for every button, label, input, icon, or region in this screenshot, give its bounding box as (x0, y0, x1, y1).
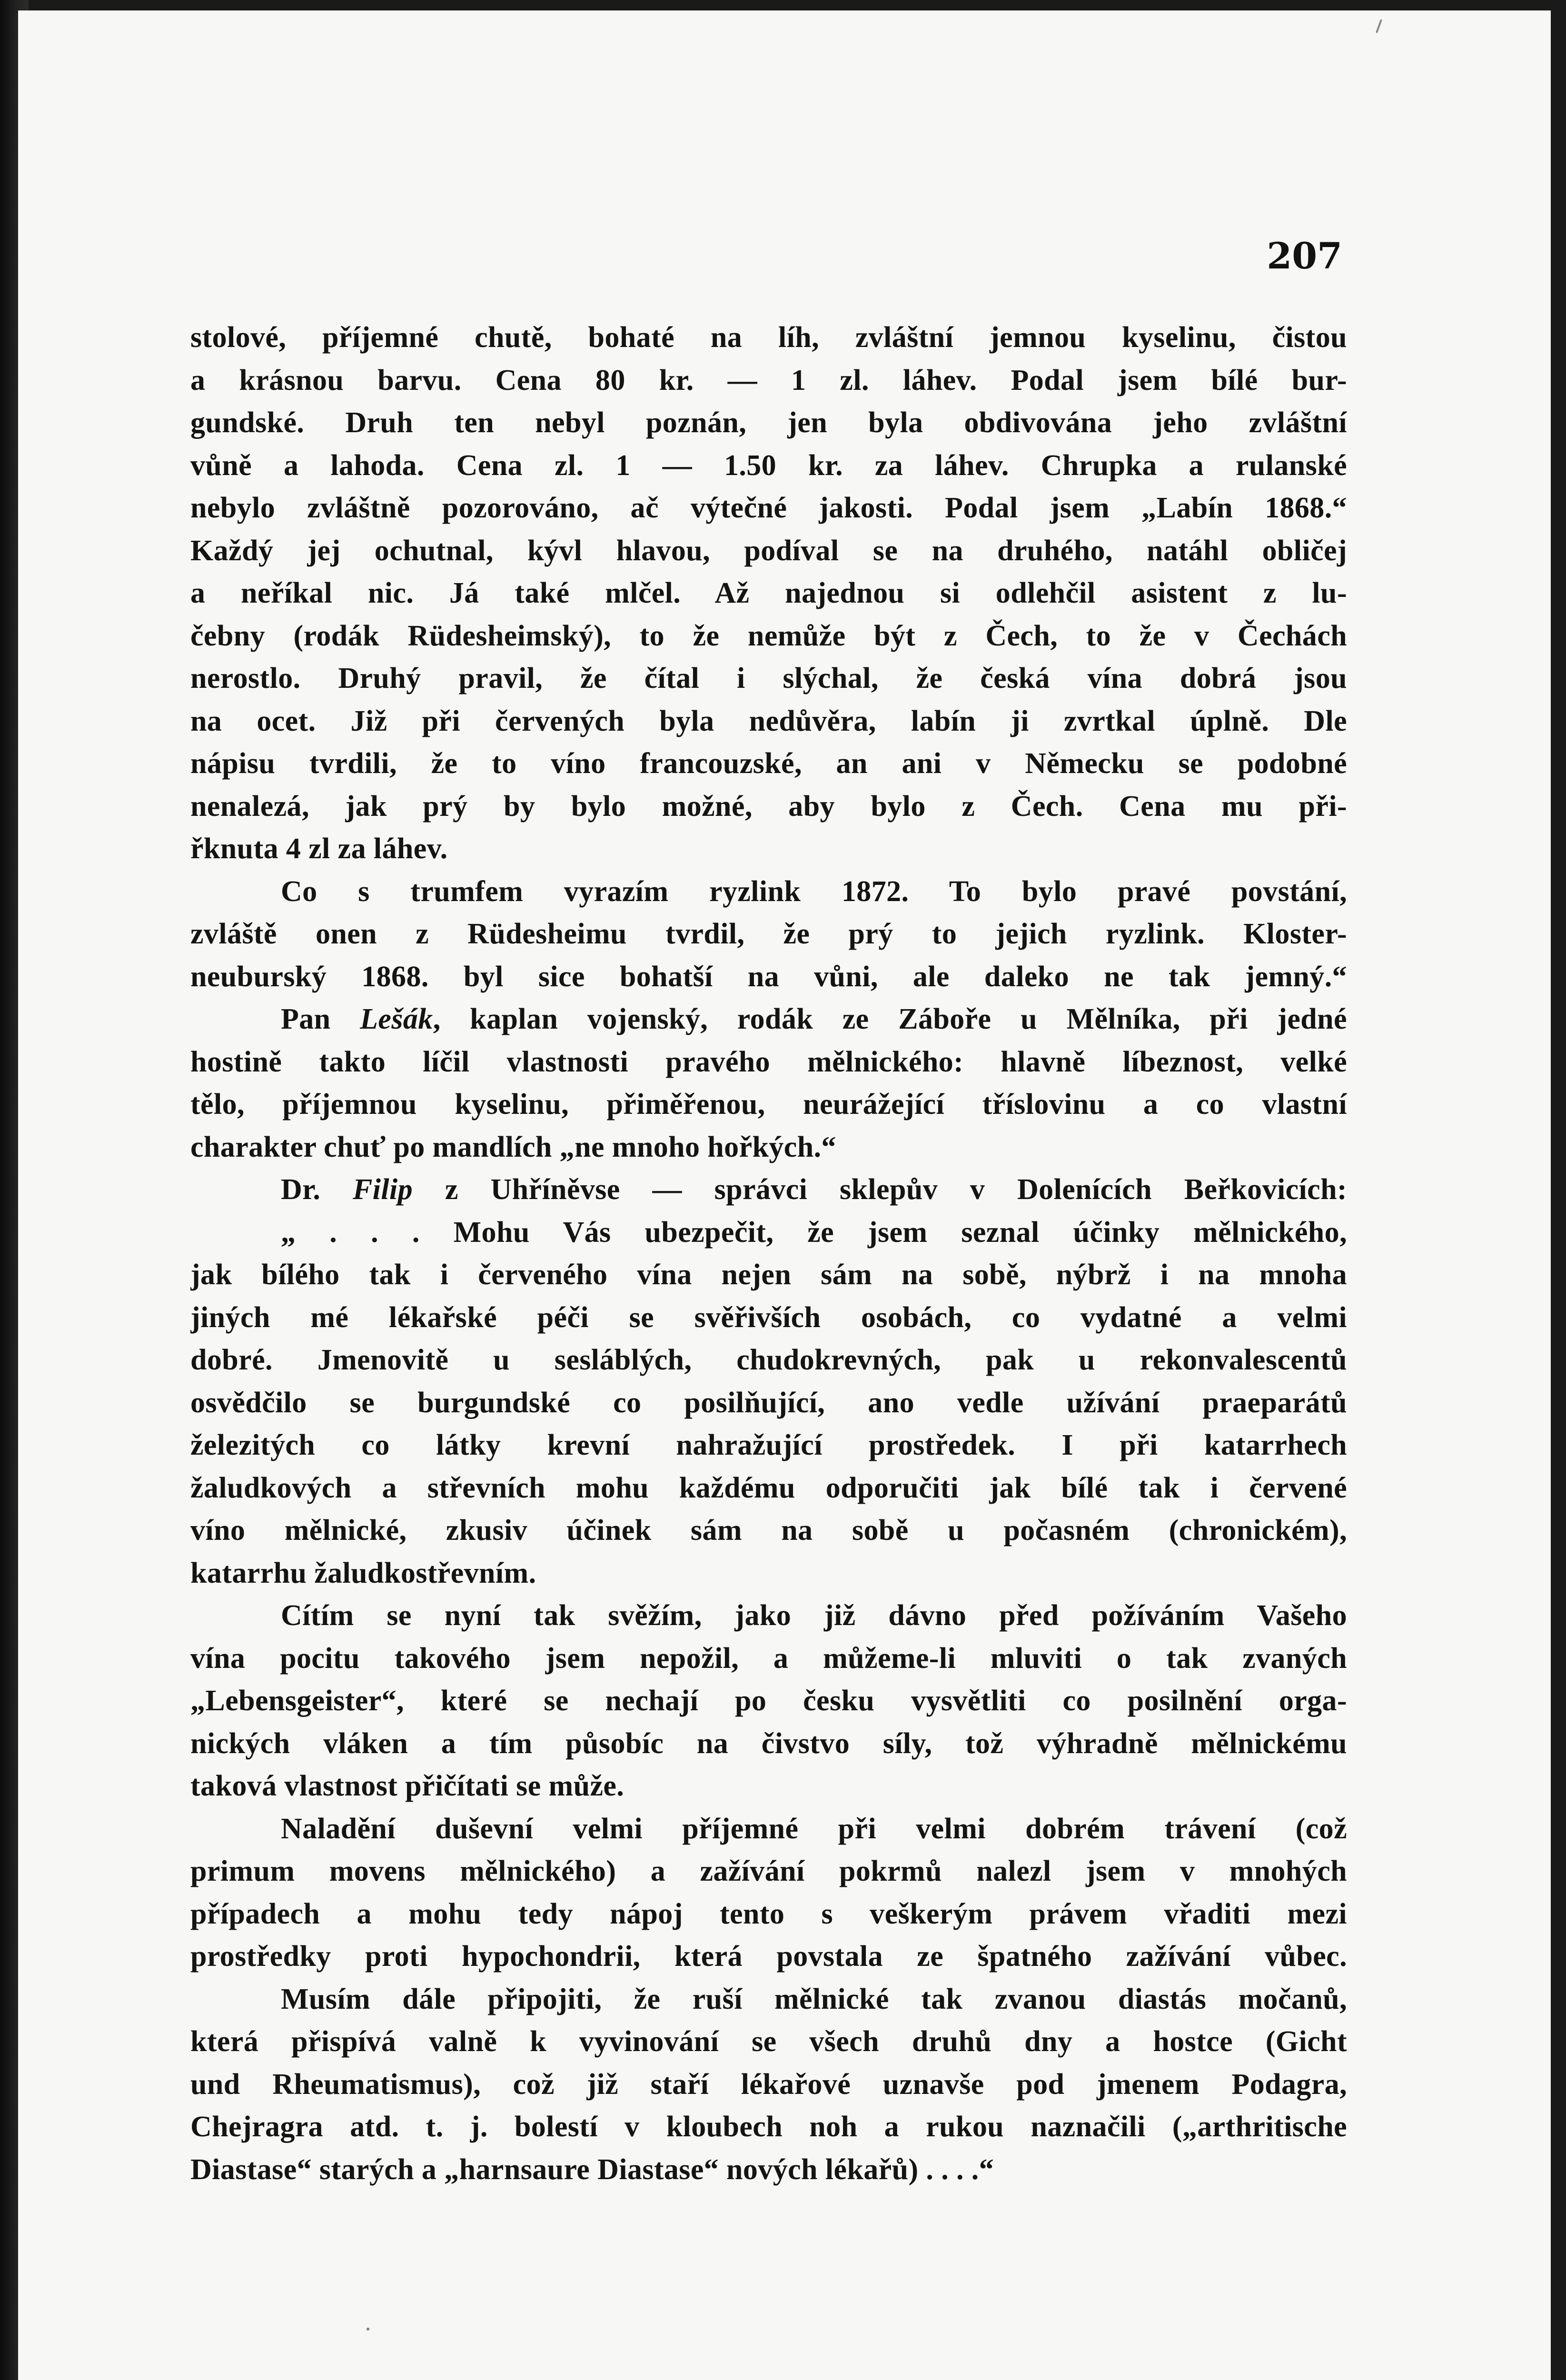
text-line-content: která přispívá valně k vyvinování se všech druhů dny a hostce (Gicht (190, 2025, 1347, 2058)
text-line (190, 700, 1347, 743)
text-line (190, 1467, 1347, 1510)
text-line (190, 1297, 1347, 1339)
text-line (190, 1509, 1347, 1552)
text-line (190, 1765, 1347, 1808)
text-line (190, 359, 1347, 402)
text-line-content: Každý jej ochutnal, kývl hlavou, podíval se na druhého, natáhl obličej (190, 534, 1347, 567)
text-line (190, 657, 1347, 700)
text-line (190, 1552, 1347, 1595)
text-line (190, 1041, 1347, 1084)
text-line (190, 317, 1347, 359)
text-line-content: „Lebensgeister“, které se nechají po česku vysvětliti co posilnění orga- (190, 1685, 1347, 1717)
text-line (190, 1254, 1347, 1297)
text-line-content: und Rheumatismus), což již staří lékařové uznavše pod jmenem Podagra, (190, 2068, 1347, 2101)
text-line-content: charakter chuť po mandlích „ne mnoho hořkých.“ (190, 1130, 836, 1163)
text-line (190, 2063, 1347, 2106)
text-line-content: stolové, příjemné chutě, bohaté na líh, zvláštní jemnou kyselinu, čistou (190, 321, 1347, 354)
text-line-content: Chejragra atd. t. j. bolestí v kloubech noh a rukou naznačili („arthritische (190, 2111, 1347, 2143)
paper-speck (367, 2328, 369, 2330)
text-line-content: zvláště onen z Rüdesheimu tvrdil, že prý to jejich ryzlink. Kloster- (190, 918, 1347, 950)
text-line-content: a neříkal nic. Já také mlčel. Až najednou si odlehčil asistent z lu- (190, 577, 1347, 609)
text-line-content: jiných mé lékařské péči se svěřivších osobách, co vydatné a velmi (190, 1301, 1347, 1334)
text-line (190, 743, 1347, 785)
text-line (190, 1850, 1347, 1893)
italic-name: Lešák (360, 1003, 433, 1035)
text-line-content: Musím dále připojiti, že ruší mělnické tak zvanou diastás močanů, (281, 1983, 1347, 2015)
text-line-content: „ . . . Mohu Vás ubezpečit, že jsem seznal účinky mělnického, (281, 1216, 1347, 1249)
text-line-content: na ocet. Již při červených byla nedůvěra, labín ji zvrtkal úplně. Dle (190, 704, 1347, 737)
text-line (190, 1637, 1347, 1680)
italic-name: Filip (353, 1173, 413, 1206)
text-line (190, 913, 1347, 956)
text-line-content: dobré. Jmenovitě u sesláblých, chudokrevných, pak u rekonvalescentů (190, 1344, 1347, 1376)
text-line-content: katarrhu žaludkostřevním. (190, 1557, 536, 1589)
text-line (190, 1339, 1347, 1382)
text-line-content: Diastase“ starých a „harnsaure Diastase“ nových lékařů) . . . .“ (190, 2153, 994, 2186)
text-line (190, 1680, 1347, 1723)
text-line (190, 2021, 1347, 2063)
text-line (190, 1893, 1347, 1936)
text-line (190, 402, 1347, 445)
text-line-content: čebny (rodák Rüdesheimský), to že nemůže být z Čech, to že v Čechách (190, 619, 1347, 652)
text-line-content: tělo, příjemnou kyselinu, přiměřenou, neurážející tříslovinu a co vlastní (190, 1088, 1347, 1121)
text-line-content: řknuta 4 zl za láhev. (190, 833, 448, 865)
text-line-content: gundské. Druh ten nebyl poznán, jen byla obdivována jeho zvláštní (190, 407, 1347, 439)
text-line-content: případech a mohu tedy nápoj tento s veškerým právem vřaditi mezi (190, 1897, 1347, 1930)
text-line (190, 487, 1347, 530)
text-line-content: hostině takto líčil vlastnosti pravého mělnického: hlavně líbeznost, velké (190, 1045, 1347, 1078)
text-line-content: nápisu tvrdili, že to víno francouzské, an ani v Německu se podobné (190, 747, 1347, 780)
text-line (190, 998, 1347, 1041)
text-line-content: Dr. Filip z Uhříněvse — správci sklepův v Dolenících Beřkovicích: (281, 1173, 1347, 1206)
text-line-content: nických vláken a tím působíc na čivstvo síly, tož výhradně mělnickému (190, 1727, 1347, 1760)
text-line-content: vůně a lahoda. Cena zl. 1 — 1.50 kr. za láhev. Chrupka a rulanské (190, 449, 1347, 482)
text-line (190, 828, 1347, 871)
text-line-content: Co s trumfem vyrazím ryzlink 1872. To bylo pravé povstání, (281, 875, 1347, 908)
text-line (190, 1595, 1347, 1637)
text-line (190, 615, 1347, 658)
body-text (190, 317, 1347, 2191)
text-line (190, 956, 1347, 999)
text-line-content: víno mělnické, zkusiv účinek sám na sobě u počasném (chronickém), (190, 1514, 1347, 1547)
text-line-content: nerostlo. Druhý pravil, že čítal i slýchal, že česká vína dobrá jsou (190, 662, 1347, 694)
text-line (190, 572, 1347, 615)
text-line (190, 2149, 1347, 2192)
text-line-content: železitých co látky krevní nahražující prostředek. I při katarrhech (190, 1429, 1347, 1461)
text-line-content: nebylo zvláštně pozorováno, ač výtečné jakosti. Podal jsem „Labín 1868.“ (190, 492, 1347, 524)
text-line (190, 445, 1347, 487)
text-line-content: jak bílého tak i červeného vína nejen sám na sobě, nýbrž i na mnoha (190, 1259, 1347, 1291)
text-line-content: taková vlastnost přičítati se může. (190, 1770, 624, 1802)
text-line-content: osvědčilo se burgundské co posilňující, ano vedle užívání praeparátů (190, 1386, 1347, 1419)
text-line (190, 2106, 1347, 2149)
text-line (190, 1169, 1347, 1211)
text-line (190, 1083, 1347, 1126)
text-line (190, 1808, 1347, 1851)
text-line-content: a krásnou barvu. Cena 80 kr. — 1 zl. láhev. Podal jsem bílé bur- (190, 364, 1347, 397)
text-line-content: prostředky proti hypochondrii, která povstala ze špatného zažívání vůbec. (190, 1940, 1347, 1973)
text-line (190, 530, 1347, 573)
text-line-content: Cítím se nyní tak svěžím, jako již dávno před požíváním Vašeho (281, 1599, 1347, 1632)
text-line (190, 1935, 1347, 1978)
page-number: 207 (1267, 235, 1342, 277)
text-line-content: nenalezá, jak prý by bylo možné, aby bylo z Čech. Cena mu při- (190, 790, 1347, 823)
text-line (190, 1211, 1347, 1254)
text-line (190, 1126, 1347, 1169)
text-line (190, 871, 1347, 913)
text-line-content: neuburský 1868. byl sice bohatší na vůni, ale daleko ne tak jemný.“ (190, 960, 1347, 993)
text-line (190, 1382, 1347, 1425)
text-line (190, 1424, 1347, 1467)
text-line-content: Pan Lešák, kaplan vojenský, rodák ze Záboře u Mělníka, při jedné (281, 1003, 1347, 1035)
text-line-content: vína pocitu takového jsem nepožil, a můžeme-li mluviti o tak zvaných (190, 1642, 1347, 1675)
text-line-content: žaludkových a střevních mohu každému odporučiti jak bílé tak i červené (190, 1471, 1347, 1504)
text-line (190, 1978, 1347, 2021)
text-line-content: primum movens mělnického) a zažívání pokrmů nalezl jsem v mnohých (190, 1855, 1347, 1887)
text-line-content: Naladění duševní velmi příjemné při velmi dobrém trávení (což (281, 1812, 1347, 1845)
text-line (190, 785, 1347, 828)
text-line (190, 1723, 1347, 1765)
